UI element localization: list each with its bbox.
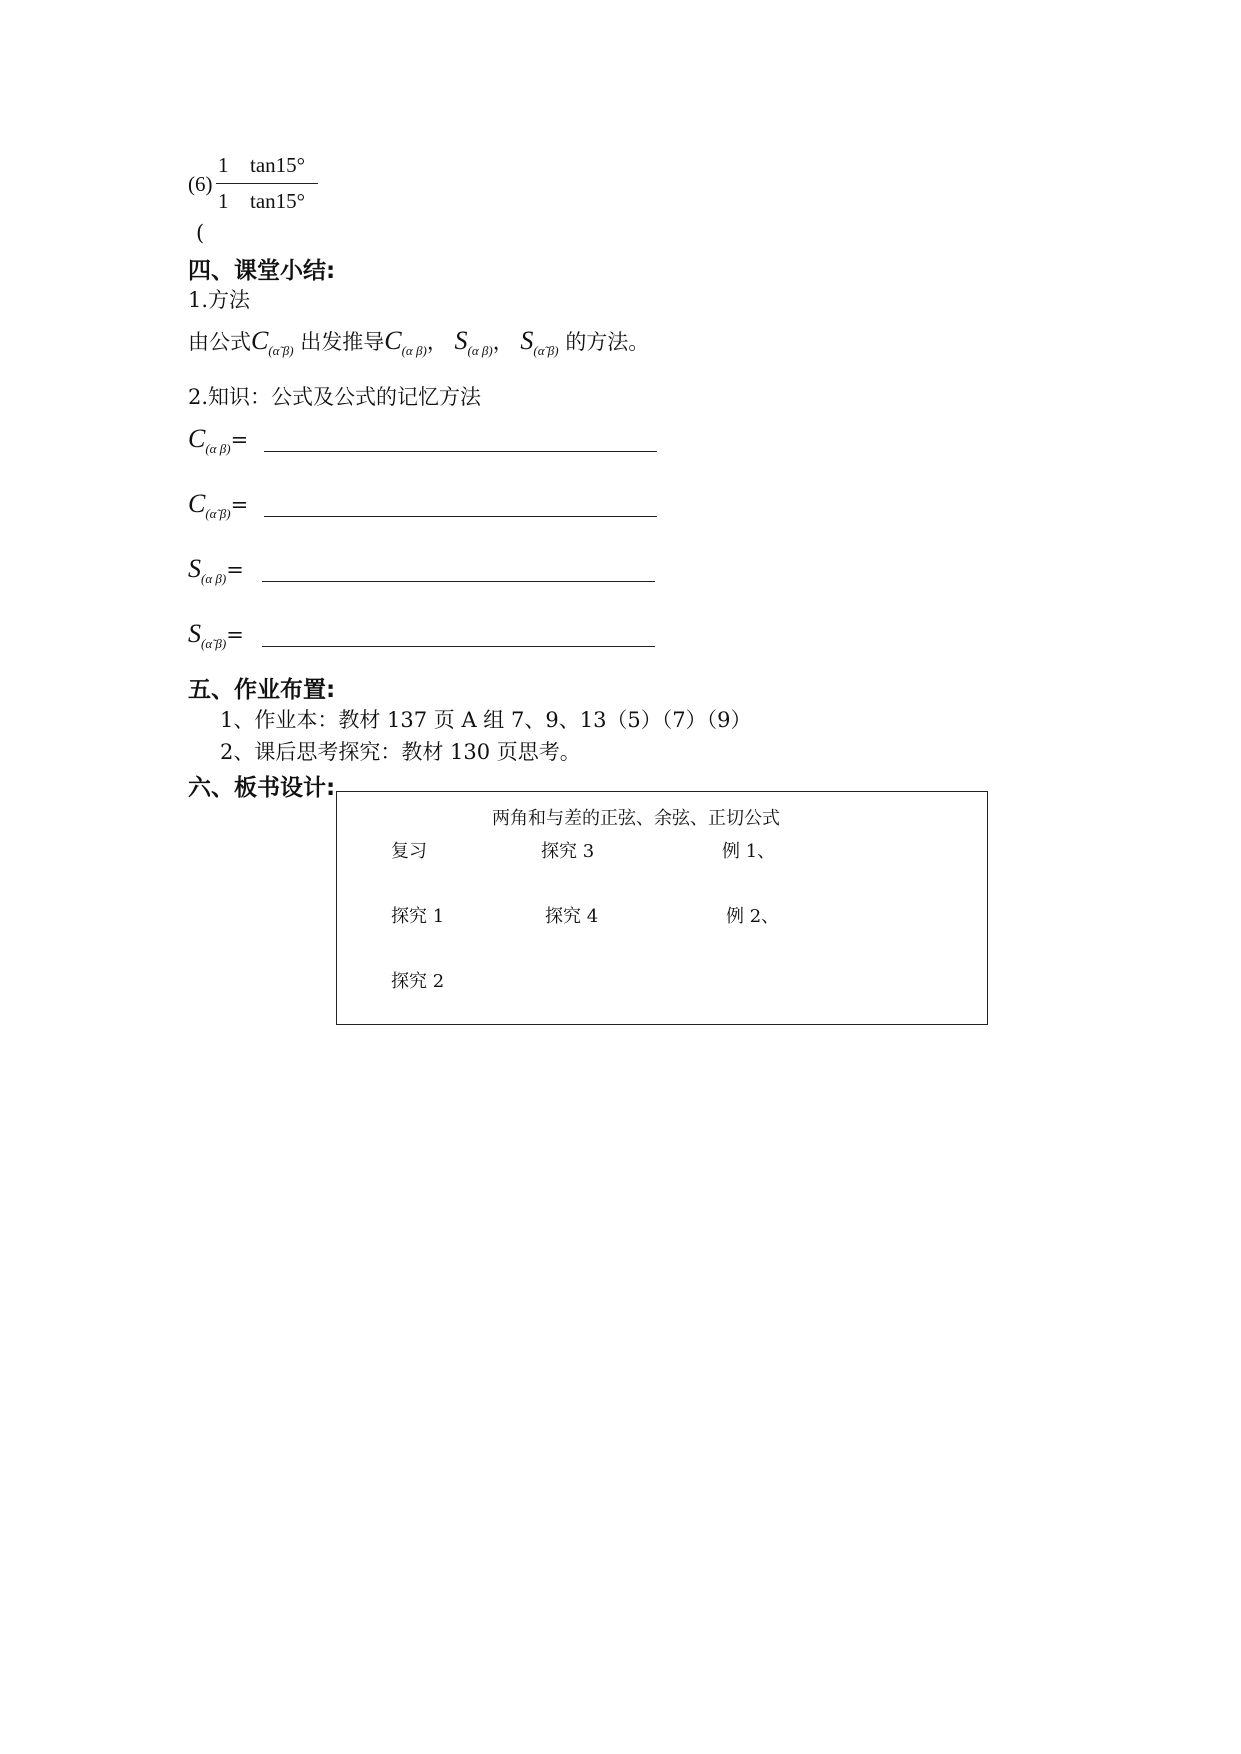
blank-line-s-diff xyxy=(188,619,244,649)
formula-c-symbol: C xyxy=(188,424,206,453)
equals-sign: = xyxy=(226,558,244,582)
exercise-6-label: (6) xyxy=(188,172,213,196)
formula-sub: (α̃ β) xyxy=(201,636,227,651)
answer-blank[interactable] xyxy=(262,646,655,647)
formula-s-symbol: S xyxy=(188,554,201,583)
answer-blank[interactable] xyxy=(264,451,657,452)
section-4-heading: 四、课堂小结: xyxy=(188,258,336,284)
formula-sub: (α β) xyxy=(201,571,227,586)
formula-s-symbol: S xyxy=(454,326,468,355)
board-item: 例 1、 xyxy=(722,841,776,862)
method-sep: ， xyxy=(492,330,514,354)
method-title: 1.方法 xyxy=(188,288,251,312)
stray-paren: ( xyxy=(196,221,205,245)
formula-sub: (α̃ β) xyxy=(205,506,231,521)
equals-sign: = xyxy=(230,428,249,452)
board-item: 探究 3 xyxy=(541,841,595,862)
fraction-denominator-one: 1 xyxy=(218,189,229,213)
fraction-numerator-term: tan15° xyxy=(250,153,306,177)
answer-blank[interactable] xyxy=(262,581,655,582)
equals-sign: = xyxy=(226,623,244,647)
knowledge-title: 2.知识：公式及公式的记忆方法 xyxy=(188,385,482,409)
equals-sign: = xyxy=(230,493,249,517)
method-sep: ， xyxy=(426,330,448,354)
board-item: 探究 2 xyxy=(391,971,445,992)
method-prefix: 由公式 xyxy=(188,330,251,354)
homework-line-2: 2、课后思考探究：教材 130 页思考。 xyxy=(220,740,581,764)
section-6-heading: 六、板书设计: xyxy=(188,775,336,801)
board-title: 两角和与差的正弦、余弦、正切公式 xyxy=(492,808,780,829)
formula-sub: (α β) xyxy=(467,343,493,358)
method-suffix: 的方法。 xyxy=(565,330,650,354)
formula-c-symbol: C xyxy=(384,326,402,355)
fraction-numerator-one: 1 xyxy=(218,153,229,177)
formula-sub: (α̃ β) xyxy=(268,343,294,358)
fraction-bar xyxy=(216,183,318,184)
method-line xyxy=(188,326,649,356)
formula-c-symbol: C xyxy=(251,326,269,355)
board-item: 例 2、 xyxy=(726,906,780,927)
formula-s-symbol: S xyxy=(520,326,534,355)
method-mid: 出发推导 xyxy=(300,330,385,354)
answer-blank[interactable] xyxy=(264,516,657,517)
board-item: 探究 4 xyxy=(545,906,599,927)
section-5-heading: 五、作业布置: xyxy=(188,677,336,703)
board-item: 探究 1 xyxy=(391,906,445,927)
board-item: 复习 xyxy=(391,841,427,862)
blank-line-c-sum xyxy=(188,424,248,454)
homework-line-1: 1、作业本：教材 137 页 A 组 7、9、13（5）（7）（9） xyxy=(220,708,752,732)
blank-line-s-sum xyxy=(188,554,244,584)
fraction-denominator-term: tan15° xyxy=(250,189,306,213)
formula-c-symbol: C xyxy=(188,489,206,518)
formula-sub: (α̃ β) xyxy=(533,343,559,358)
formula-sub: (α β) xyxy=(205,441,231,456)
formula-sub: (α β) xyxy=(401,343,427,358)
formula-s-symbol: S xyxy=(188,619,201,648)
blank-line-c-diff xyxy=(188,489,248,519)
